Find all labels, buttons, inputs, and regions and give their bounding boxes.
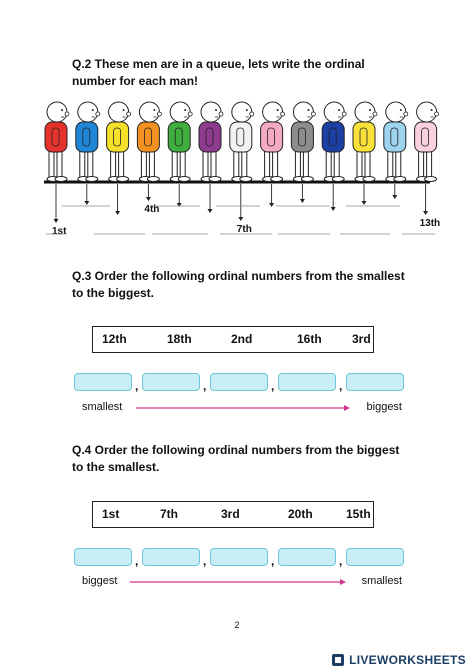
man-figure xyxy=(261,102,285,182)
man-figure xyxy=(322,102,346,182)
q4-left-label: biggest xyxy=(82,575,118,587)
q3-number: 18th xyxy=(167,332,192,346)
pointer-arrow-head xyxy=(54,219,59,223)
man-figure xyxy=(353,102,377,182)
q3-number: 12th xyxy=(102,332,127,346)
arrow-icon xyxy=(82,400,402,416)
q4-right-label: smallest xyxy=(361,575,402,587)
ordinal-label: 7th xyxy=(236,224,252,235)
q3-answer-input-5[interactable] xyxy=(346,373,404,391)
comma: , xyxy=(339,554,343,568)
comma: , xyxy=(271,379,275,393)
q4-answer-input-4[interactable] xyxy=(278,548,336,566)
pointer-arrow-head xyxy=(208,209,213,213)
pointer-arrow-head xyxy=(269,203,274,207)
comma: , xyxy=(339,379,343,393)
ordinal-label: 13th xyxy=(419,218,441,229)
pointer-arrow-head xyxy=(362,201,367,205)
pointer-arrow-head xyxy=(115,211,120,215)
pointer-arrow-head xyxy=(300,199,305,203)
arrow-icon xyxy=(82,574,402,590)
q3-number: 2nd xyxy=(231,332,253,346)
man-figure xyxy=(45,102,69,182)
pointer-arrow-head xyxy=(331,207,336,211)
pointer-arrow-head xyxy=(392,195,397,199)
q4-answer-input-5[interactable] xyxy=(346,548,404,566)
q4-number: 7th xyxy=(160,507,178,521)
footer xyxy=(0,651,474,669)
q4-answer-input-1[interactable] xyxy=(74,548,132,566)
brand-name: LIVEWORKSHEETS xyxy=(349,653,466,667)
man-figure xyxy=(168,102,192,182)
q4-number-box xyxy=(92,501,374,528)
pointer-arrow-head xyxy=(146,197,151,201)
q4-answer-slots xyxy=(74,548,406,568)
man-figure xyxy=(415,102,439,182)
q3-answer-slots xyxy=(74,373,406,393)
q3-number-box xyxy=(92,326,374,353)
q4-answer-input-2[interactable] xyxy=(142,548,200,566)
q4-direction-arrow xyxy=(82,574,402,590)
ordinal-label: 1st xyxy=(52,226,67,237)
man-figure xyxy=(76,102,100,182)
comma: , xyxy=(203,554,207,568)
q3-direction-arrow xyxy=(82,400,402,416)
man-figure xyxy=(230,102,254,182)
q3-answer-input-4[interactable] xyxy=(278,373,336,391)
liveworksheets-logo-icon xyxy=(332,654,344,666)
man-figure xyxy=(384,102,408,182)
comma: , xyxy=(135,379,139,393)
man-figure xyxy=(291,102,315,182)
question-3-text: Q.3 Order the following ordinal numbers from the smallest to the biggest. xyxy=(72,269,405,300)
comma: , xyxy=(271,554,275,568)
q3-answer-input-2[interactable] xyxy=(142,373,200,391)
q3-right-label: biggest xyxy=(366,401,402,413)
q4-number: 3rd xyxy=(221,507,240,521)
q4-answer-input-3[interactable] xyxy=(210,548,268,566)
q3-number: 3rd xyxy=(352,332,371,346)
q3-left-label: smallest xyxy=(82,401,123,413)
man-figure xyxy=(107,102,131,182)
comma: , xyxy=(135,554,139,568)
page-number: 2 xyxy=(234,620,240,630)
question-2-text: Q.2 These men are in a queue, lets write the ordinal number for each man! xyxy=(72,57,365,88)
question-4-text: Q.4 Order the following ordinal numbers from the biggest to the smallest. xyxy=(72,443,400,474)
q3-answer-input-3[interactable] xyxy=(210,373,268,391)
man-figure xyxy=(199,102,223,182)
q3-number: 16th xyxy=(297,332,322,346)
ordinal-label: 4th xyxy=(144,204,160,215)
pointer-arrow-head xyxy=(238,217,243,221)
pointer-arrow-head xyxy=(84,201,89,205)
q3-answer-input-1[interactable] xyxy=(74,373,132,391)
comma: , xyxy=(203,379,207,393)
q4-number: 1st xyxy=(102,507,120,521)
pointer-arrow-head xyxy=(423,211,428,215)
q4-number: 15th xyxy=(346,507,371,521)
queue-illustration xyxy=(0,0,474,250)
man-figure xyxy=(137,102,161,182)
q4-number: 20th xyxy=(288,507,313,521)
